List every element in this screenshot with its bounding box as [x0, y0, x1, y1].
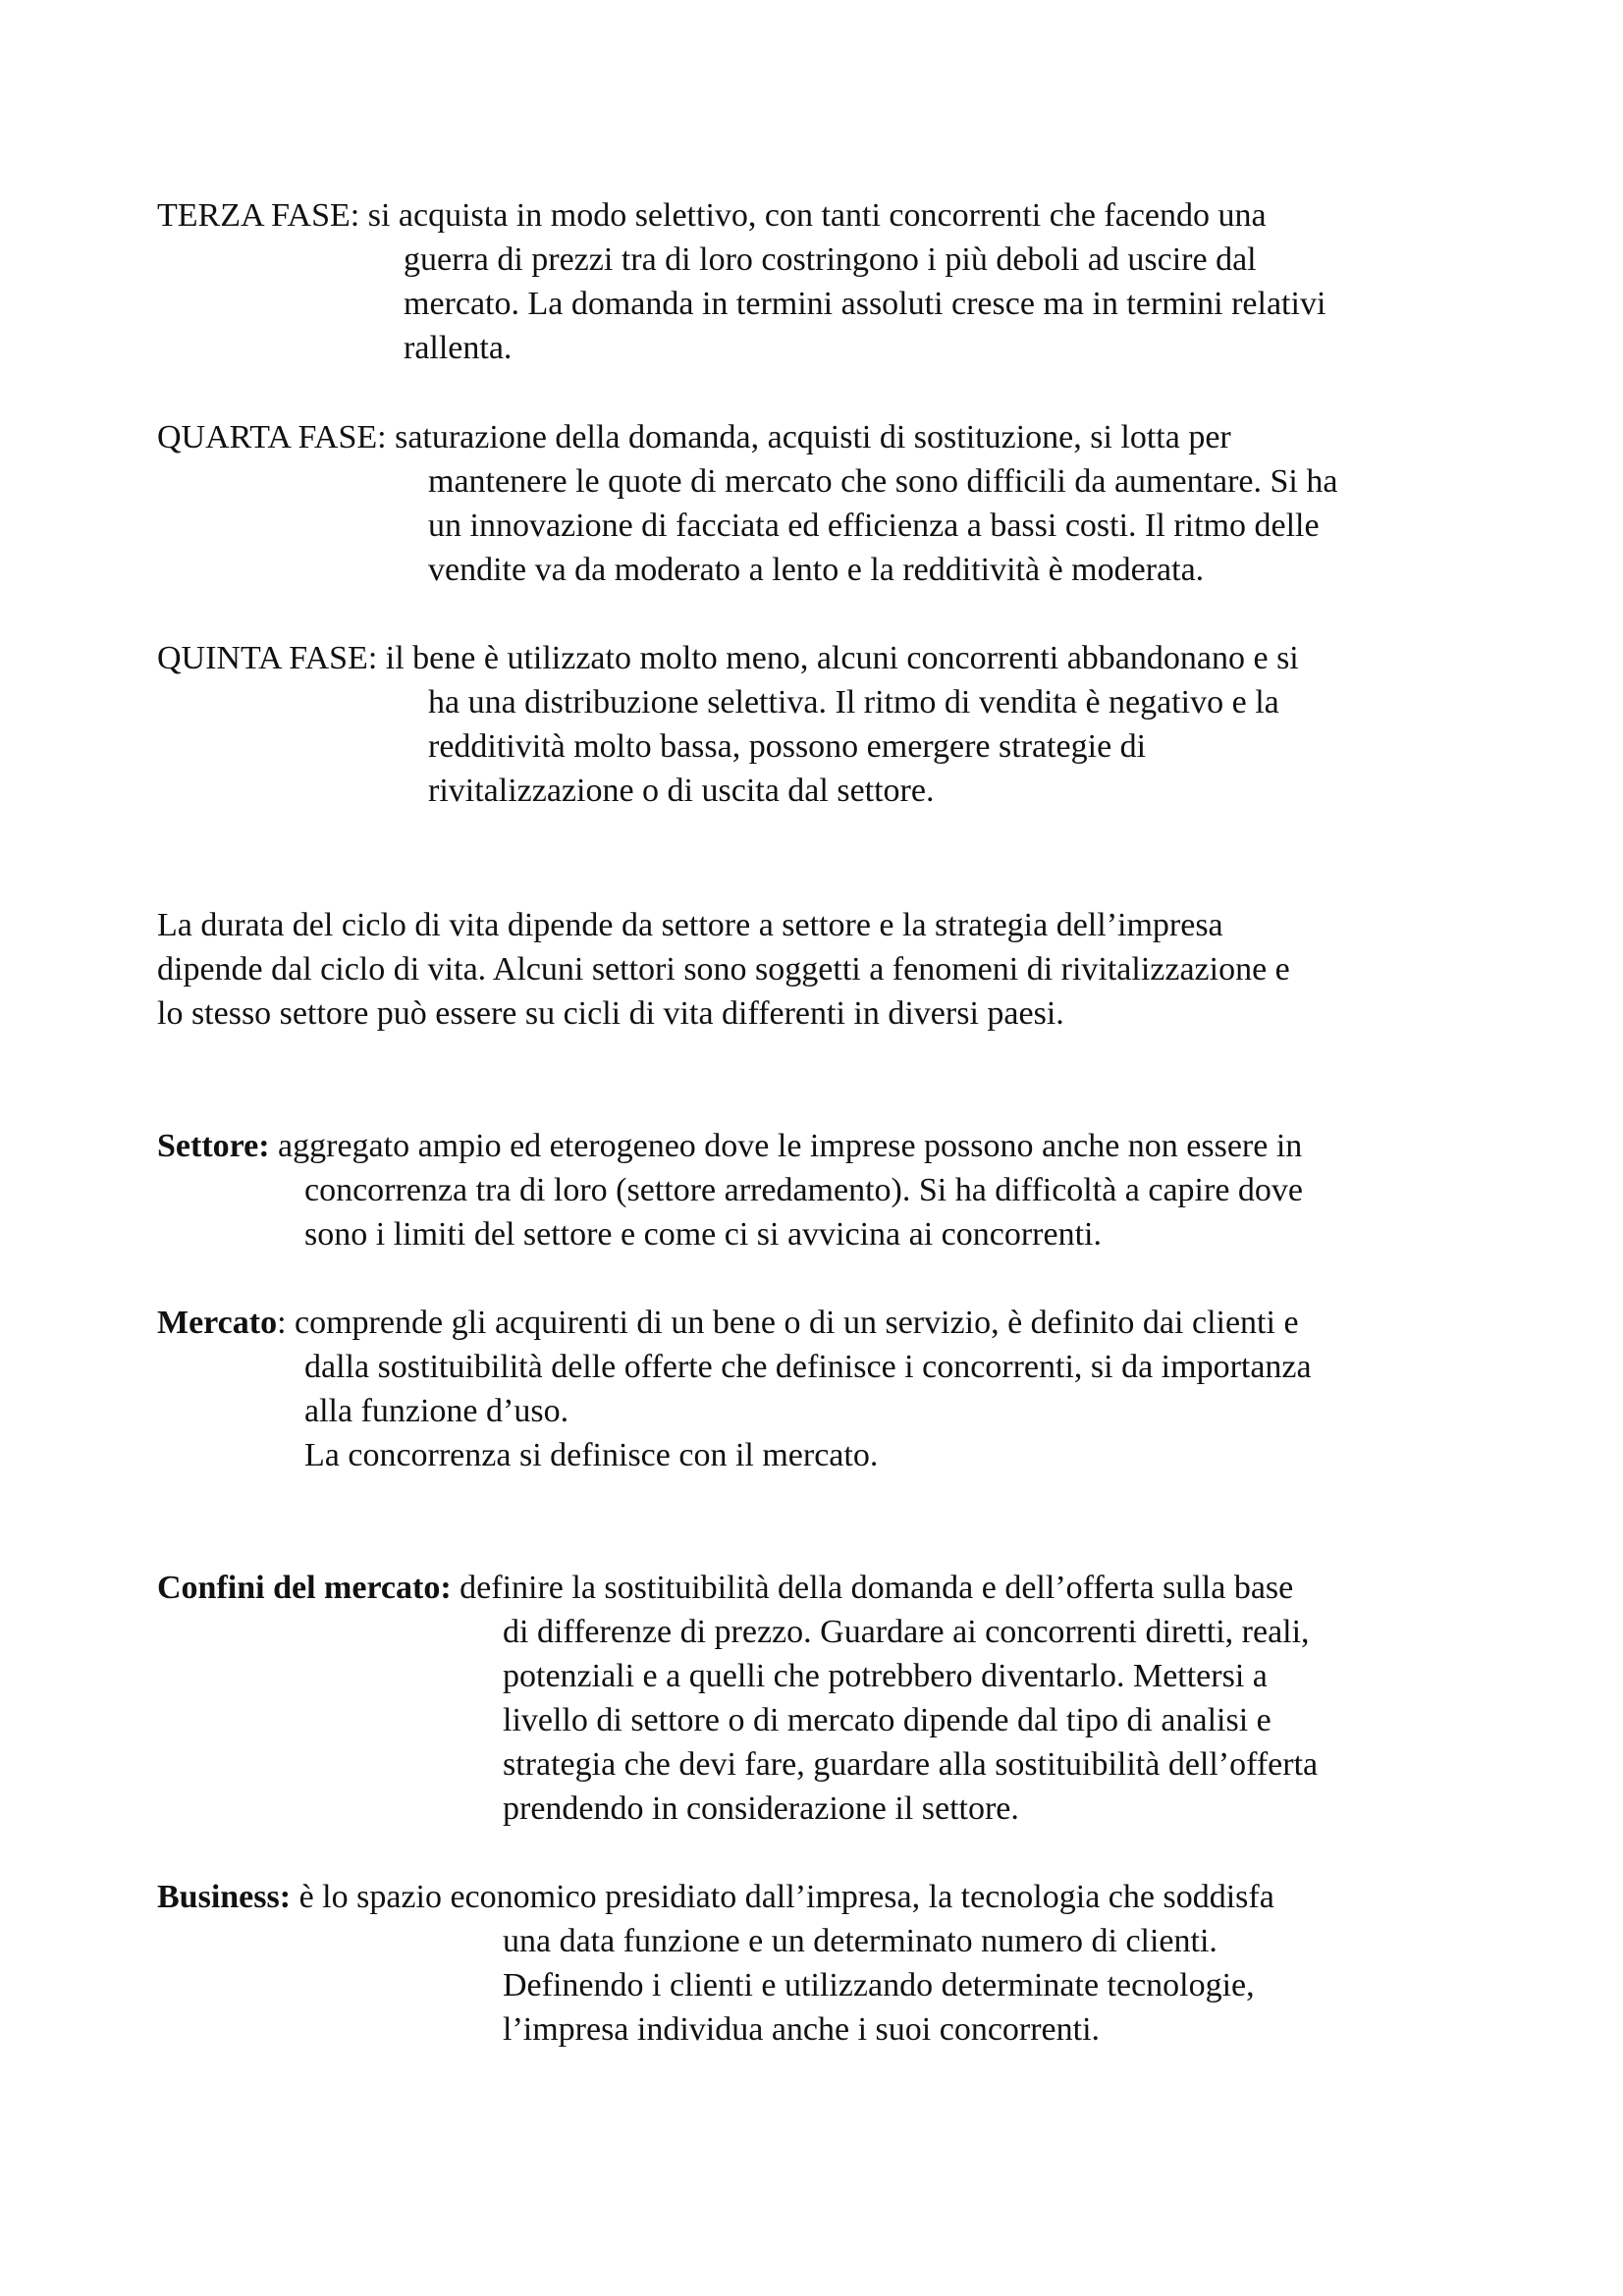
business-line: una data funzione e un determinato numero di clienti.	[503, 1923, 1217, 1959]
terza-fase-line: rallenta.	[404, 330, 513, 366]
quarta-fase-line: mantenere le quote di mercato che sono difficili da aumentare. Si ha	[428, 463, 1338, 500]
quarta-fase-line: un innovazione di facciata ed efficienza a bassi costi. Il ritmo delle	[428, 507, 1320, 544]
mercato-label: Mercato	[157, 1305, 278, 1341]
mercato-first-line	[157, 1301, 1299, 1345]
terza-fase-line: mercato. La domanda in termini assoluti cresce ma in termini relativi	[404, 286, 1326, 322]
quarta-fase-label: QUARTA FASE:	[157, 419, 387, 455]
durata-line: dipende dal ciclo di vita. Alcuni settori sono soggetti a fenomeni di rivitalizzazione e	[157, 951, 1290, 988]
durata-line: lo stesso settore può essere su cicli di vita differenti in diversi paesi.	[157, 995, 1064, 1032]
confini-line: strategia che devi fare, guardare alla sostituibilità dell’offerta	[503, 1746, 1319, 1783]
confini-line: potenziali e a quelli che potrebbero diventarlo. Mettersi a	[503, 1658, 1268, 1694]
terza-fase-first-line	[157, 193, 1267, 238]
terza-fase-label: TERZA FASE:	[157, 197, 360, 234]
business-label: Business:	[157, 1879, 292, 1915]
confini-label: Confini del mercato:	[157, 1570, 452, 1606]
mercato-line: dalla sostituibilità delle offerte che definisce i concorrenti, si da importanza	[304, 1349, 1312, 1385]
quarta-fase-text: saturazione della domanda, acquisti di sostituzione, si lotta per	[386, 419, 1231, 455]
quarta-fase-line: vendite va da moderato a lento e la redditività è moderata.	[428, 552, 1205, 588]
business-line: Definendo i clienti e utilizzando determinate tecnologie,	[503, 1967, 1255, 2003]
durata-line: La durata del ciclo di vita dipende da settore a settore e la strategia dell’impresa	[157, 907, 1223, 943]
mercato-text: : comprende gli acquirenti di un bene o di un servizio, è definito dai clienti e	[277, 1305, 1299, 1341]
mercato-line: alla funzione d’uso.	[304, 1393, 569, 1429]
confini-line: di differenze di prezzo. Guardare ai concorrenti diretti, reali,	[503, 1614, 1310, 1650]
business-line: l’impresa individua anche i suoi concorrenti.	[503, 2011, 1101, 2048]
quinta-fase-line: redditività molto bassa, possono emergere strategie di	[428, 728, 1147, 765]
confini-first-line	[157, 1566, 1293, 1610]
terza-fase-line: guerra di prezzi tra di loro costringono i più deboli ad uscire dal	[404, 241, 1257, 278]
business-text: è lo spazio economico presidiato dall’impresa, la tecnologia che soddisfa	[291, 1879, 1274, 1915]
mercato-line: La concorrenza si definisce con il mercato.	[304, 1437, 879, 1473]
quarta-fase-first-line	[157, 415, 1231, 459]
settore-line: concorrenza tra di loro (settore arredamento). Si ha difficoltà a capire dove	[304, 1172, 1304, 1208]
quinta-fase-text: il bene è utilizzato molto meno, alcuni concorrenti abbandonano e si	[377, 640, 1299, 676]
quinta-fase-line: ha una distribuzione selettiva. Il ritmo di vendita è negativo e la	[428, 684, 1279, 721]
business-first-line	[157, 1875, 1274, 1919]
confini-line: prendendo in considerazione il settore.	[503, 1790, 1019, 1827]
quinta-fase-label: QUINTA FASE:	[157, 640, 378, 676]
quinta-fase-line: rivitalizzazione o di uscita dal settore.	[428, 773, 935, 809]
quinta-fase-first-line	[157, 636, 1299, 680]
settore-line: sono i limiti del settore e come ci si avvicina ai concorrenti.	[304, 1216, 1102, 1253]
terza-fase-text: si acquista in modo selettivo, con tanti concorrenti che facendo una	[359, 197, 1267, 234]
confini-line: livello di settore o di mercato dipende dal tipo di analisi e	[503, 1702, 1271, 1738]
settore-label: Settore:	[157, 1128, 270, 1164]
confini-text: definire la sostituibilità della domanda e dell’offerta sulla base	[451, 1570, 1294, 1606]
settore-text: aggregato ampio ed eterogeneo dove le imprese possono anche non essere in	[269, 1128, 1303, 1164]
settore-first-line	[157, 1124, 1302, 1168]
